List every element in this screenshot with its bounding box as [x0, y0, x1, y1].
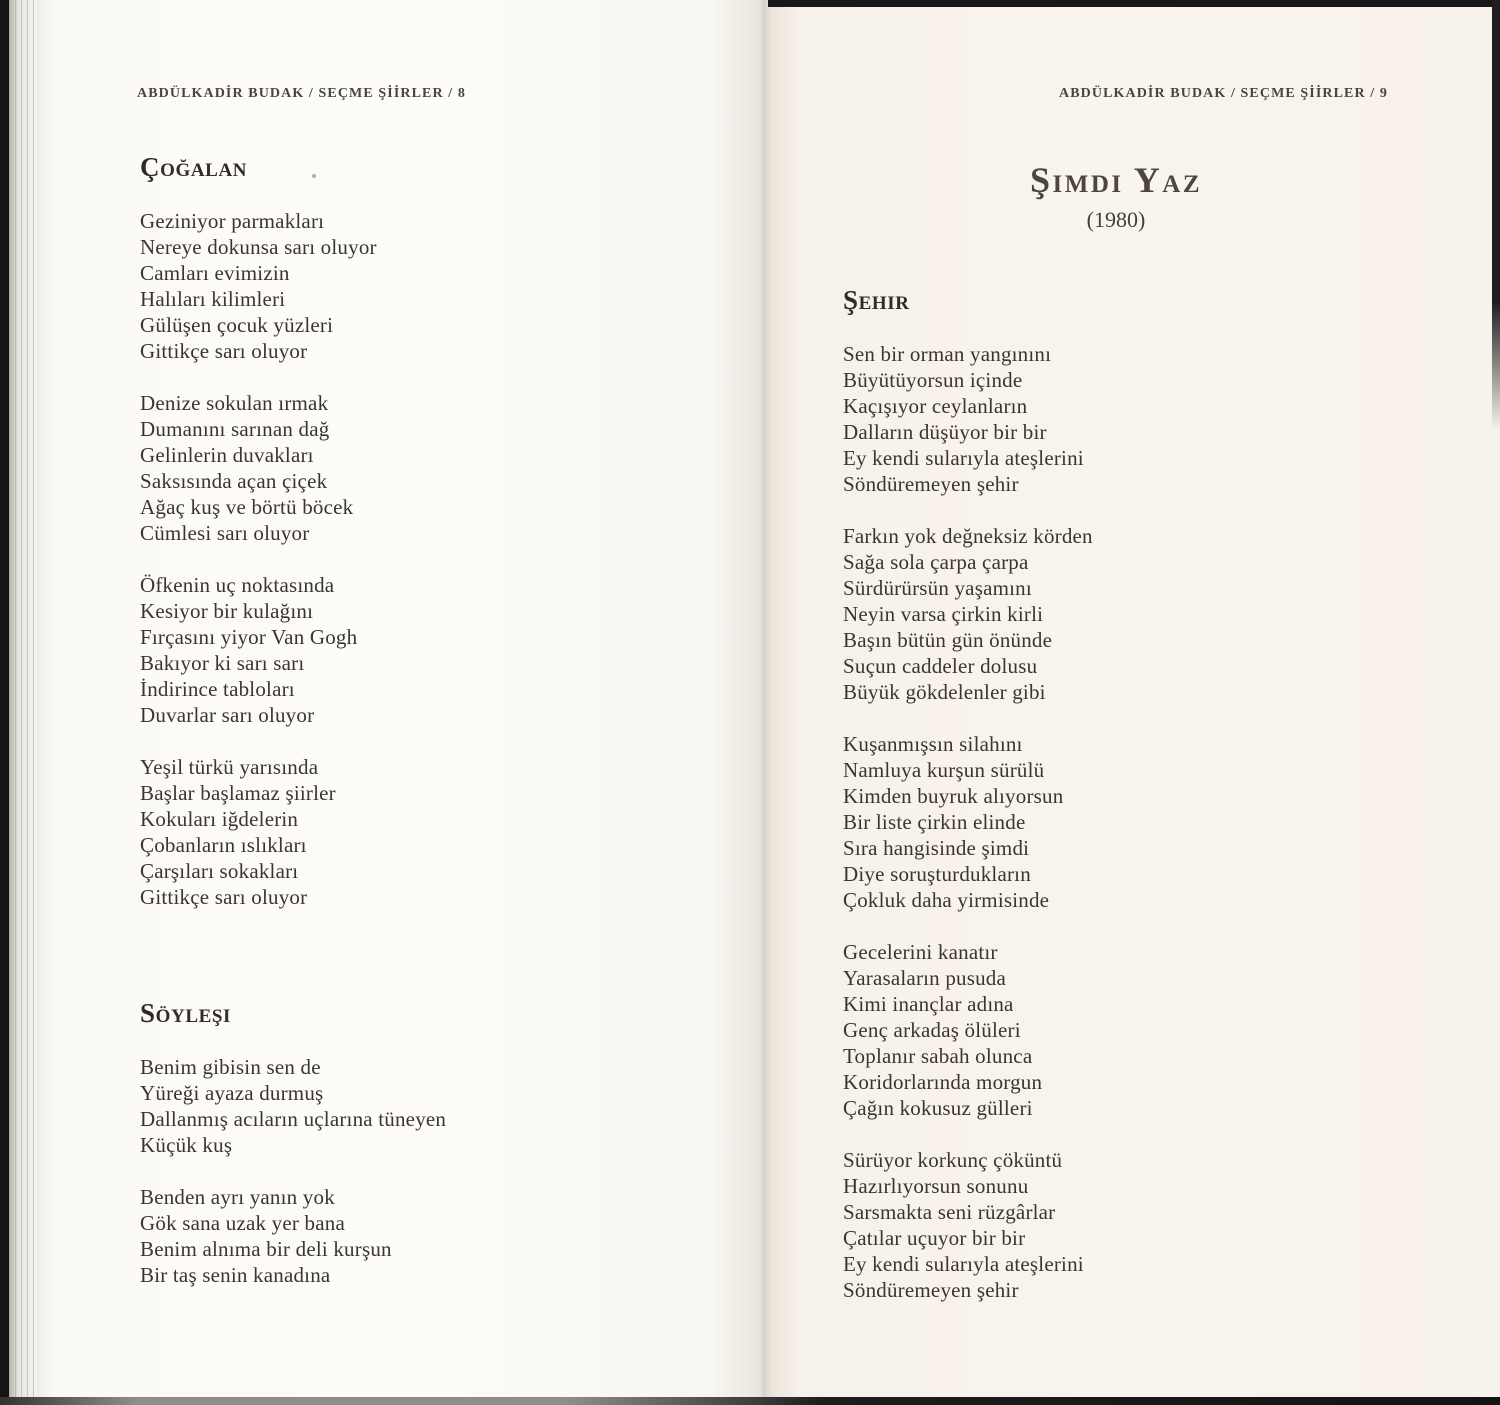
poem-line: Ağaç kuş ve börtü böcek	[140, 495, 354, 519]
poem-line: Benden ayrı yanın yok	[140, 1185, 335, 1209]
poem-title-cogalan: Çoğalan	[140, 152, 248, 182]
poem-line: Bir taş senin kanadına	[140, 1263, 331, 1287]
poem-line: Kimden buyruk alıyorsun	[843, 784, 1064, 808]
poem-line: Duvarlar sarı oluyor	[140, 703, 315, 727]
left-page	[37, 0, 763, 1405]
poem-line: Toplanır sabah olunca	[843, 1044, 1033, 1068]
poem-line: Başlar başlamaz şiirler	[140, 781, 336, 805]
poem-line: Suçun caddeler dolusu	[843, 654, 1038, 678]
poem-line: Dumanını sarınan dağ	[140, 417, 330, 441]
poem-line: Söndüremeyen şehir	[843, 1278, 1019, 1302]
poem-line: Sürdürürsün yaşamını	[843, 576, 1032, 600]
poem-line: Sen bir orman yangınını	[843, 342, 1052, 366]
scan-left-black-edge	[0, 0, 9, 1405]
poem-line: Kimi inançlar adına	[843, 992, 1014, 1016]
poem-line: Kokuları iğdelerin	[140, 807, 299, 831]
poem-line: Sürüyor korkunç çöküntü	[843, 1148, 1063, 1172]
stanza	[140, 208, 720, 364]
poem-line: Fırçasını yiyor Van Gogh	[140, 625, 358, 649]
scan-bottom-dark-band	[0, 1397, 1500, 1405]
stanza	[843, 341, 1383, 497]
running-head-right: ABDÜLKADİR BUDAK / SEÇME ŞİİRLER / 9	[1059, 86, 1388, 101]
poem-line: Benim gibisin sen de	[140, 1055, 321, 1079]
poem-line: Büyütüyorsun içinde	[843, 368, 1023, 392]
poem-line: Gök sana uzak yer bana	[140, 1211, 345, 1235]
poem-line: Camları evimizin	[140, 261, 290, 285]
poem-line: Diye soruşturdukların	[843, 862, 1031, 886]
stanza	[140, 390, 720, 546]
poem-line: Büyük gökdelenler gibi	[843, 680, 1046, 704]
poem-line: Yarasaların pusuda	[843, 966, 1007, 990]
poem-line: İndirince tabloları	[140, 677, 295, 701]
stanza	[843, 523, 1383, 705]
stanza	[140, 1184, 720, 1288]
book-stacked-page-edges	[9, 0, 37, 1405]
poem-line: Ey kendi sularıyla ateşlerini	[843, 1252, 1084, 1276]
poem-line: Genç arkadaş ölüleri	[843, 1018, 1021, 1042]
poem-line: Gittikçe sarı oluyor	[140, 885, 308, 909]
poem-line: Benim alnıma bir deli kurşun	[140, 1237, 392, 1261]
poem-line: Sarsmakta seni rüzgârlar	[843, 1200, 1056, 1224]
stanza	[140, 1054, 720, 1158]
poem-line: Çağın kokusuz gülleri	[843, 1096, 1033, 1120]
poem-line: Yüreği ayaza durmuş	[140, 1081, 324, 1105]
poem-line: Çobanların ıslıkları	[140, 833, 307, 857]
running-head-left: ABDÜLKADİR BUDAK / SEÇME ŞİİRLER / 8	[137, 86, 466, 101]
poem-line: Bakıyor ki sarı sarı	[140, 651, 305, 675]
right-page-content	[843, 283, 1383, 1329]
poem-line: Halıları kilimleri	[140, 287, 286, 311]
poem-line: Hazırlıyorsun sonunu	[843, 1174, 1029, 1198]
poem-line: Başın bütün gün önünde	[843, 628, 1053, 652]
poem-line: Denize sokulan ırmak	[140, 391, 329, 415]
section-year: (1980)	[1086, 207, 1146, 232]
poem-line: Dallanmış acıların uçlarına tüneyen	[140, 1107, 447, 1131]
section-title-block	[843, 160, 1389, 234]
section-title: Şimdi Yaz	[1029, 160, 1203, 200]
poem-line: Çokluk daha yirmisinde	[843, 888, 1050, 912]
poem-line: Gecelerini kanatır	[843, 940, 998, 964]
poem-line: Cümlesi sarı oluyor	[140, 521, 310, 545]
poem-line: Nereye dokunsa sarı oluyor	[140, 235, 377, 259]
poem-line: Gittikçe sarı oluyor	[140, 339, 308, 363]
poem-line: Kesiyor bir kulağını	[140, 599, 314, 623]
poem-line: Sıra hangisinde şimdi	[843, 836, 1030, 860]
poem-line: Çatılar uçuyor bir bir	[843, 1226, 1026, 1250]
scan-top-dark-band	[768, 0, 1500, 7]
poem-line: Bir liste çirkin elinde	[843, 810, 1026, 834]
poem-title-sehir: Şehir	[843, 285, 910, 315]
poem-line: Çarşıları sokakları	[140, 859, 299, 883]
stanza	[843, 1147, 1383, 1303]
poem-line: Yeşil türkü yarısında	[140, 755, 319, 779]
poem-line: Gelinlerin duvakları	[140, 443, 314, 467]
poem-line: Söndüremeyen şehir	[843, 472, 1019, 496]
poem-line: Dalların düşüyor bir bir	[843, 420, 1047, 444]
poem-line: Neyin varsa çirkin kirli	[843, 602, 1044, 626]
poem-line: Ey kendi sularıyla ateşlerini	[843, 446, 1084, 470]
stanza	[140, 572, 720, 728]
left-page-content	[140, 150, 720, 1314]
scan-right-dark-edge	[1492, 0, 1500, 430]
stanza	[843, 731, 1383, 913]
poem-line: Kaçışıyor ceylanların	[843, 394, 1028, 418]
poem-line: Kuşanmışsın silahını	[843, 732, 1023, 756]
poem-line: Saksısında açan çiçek	[140, 469, 328, 493]
poem-line: Gülüşen çocuk yüzleri	[140, 313, 334, 337]
poem-line: Sağa sola çarpa çarpa	[843, 550, 1029, 574]
poem-line: Küçük kuş	[140, 1133, 233, 1157]
right-page	[763, 0, 1500, 1405]
poem-line: Geziniyor parmakları	[140, 209, 325, 233]
stanza	[140, 754, 720, 910]
stanza	[843, 939, 1383, 1121]
poem-line: Farkın yok değneksiz körden	[843, 524, 1093, 548]
poem-line: Namluya kurşun sürülü	[843, 758, 1045, 782]
poem-line: Koridorlarında morgun	[843, 1070, 1043, 1094]
poem-line: Öfkenin uç noktasında	[140, 573, 335, 597]
poem-title-soylesi: Söyleşi	[140, 998, 232, 1028]
